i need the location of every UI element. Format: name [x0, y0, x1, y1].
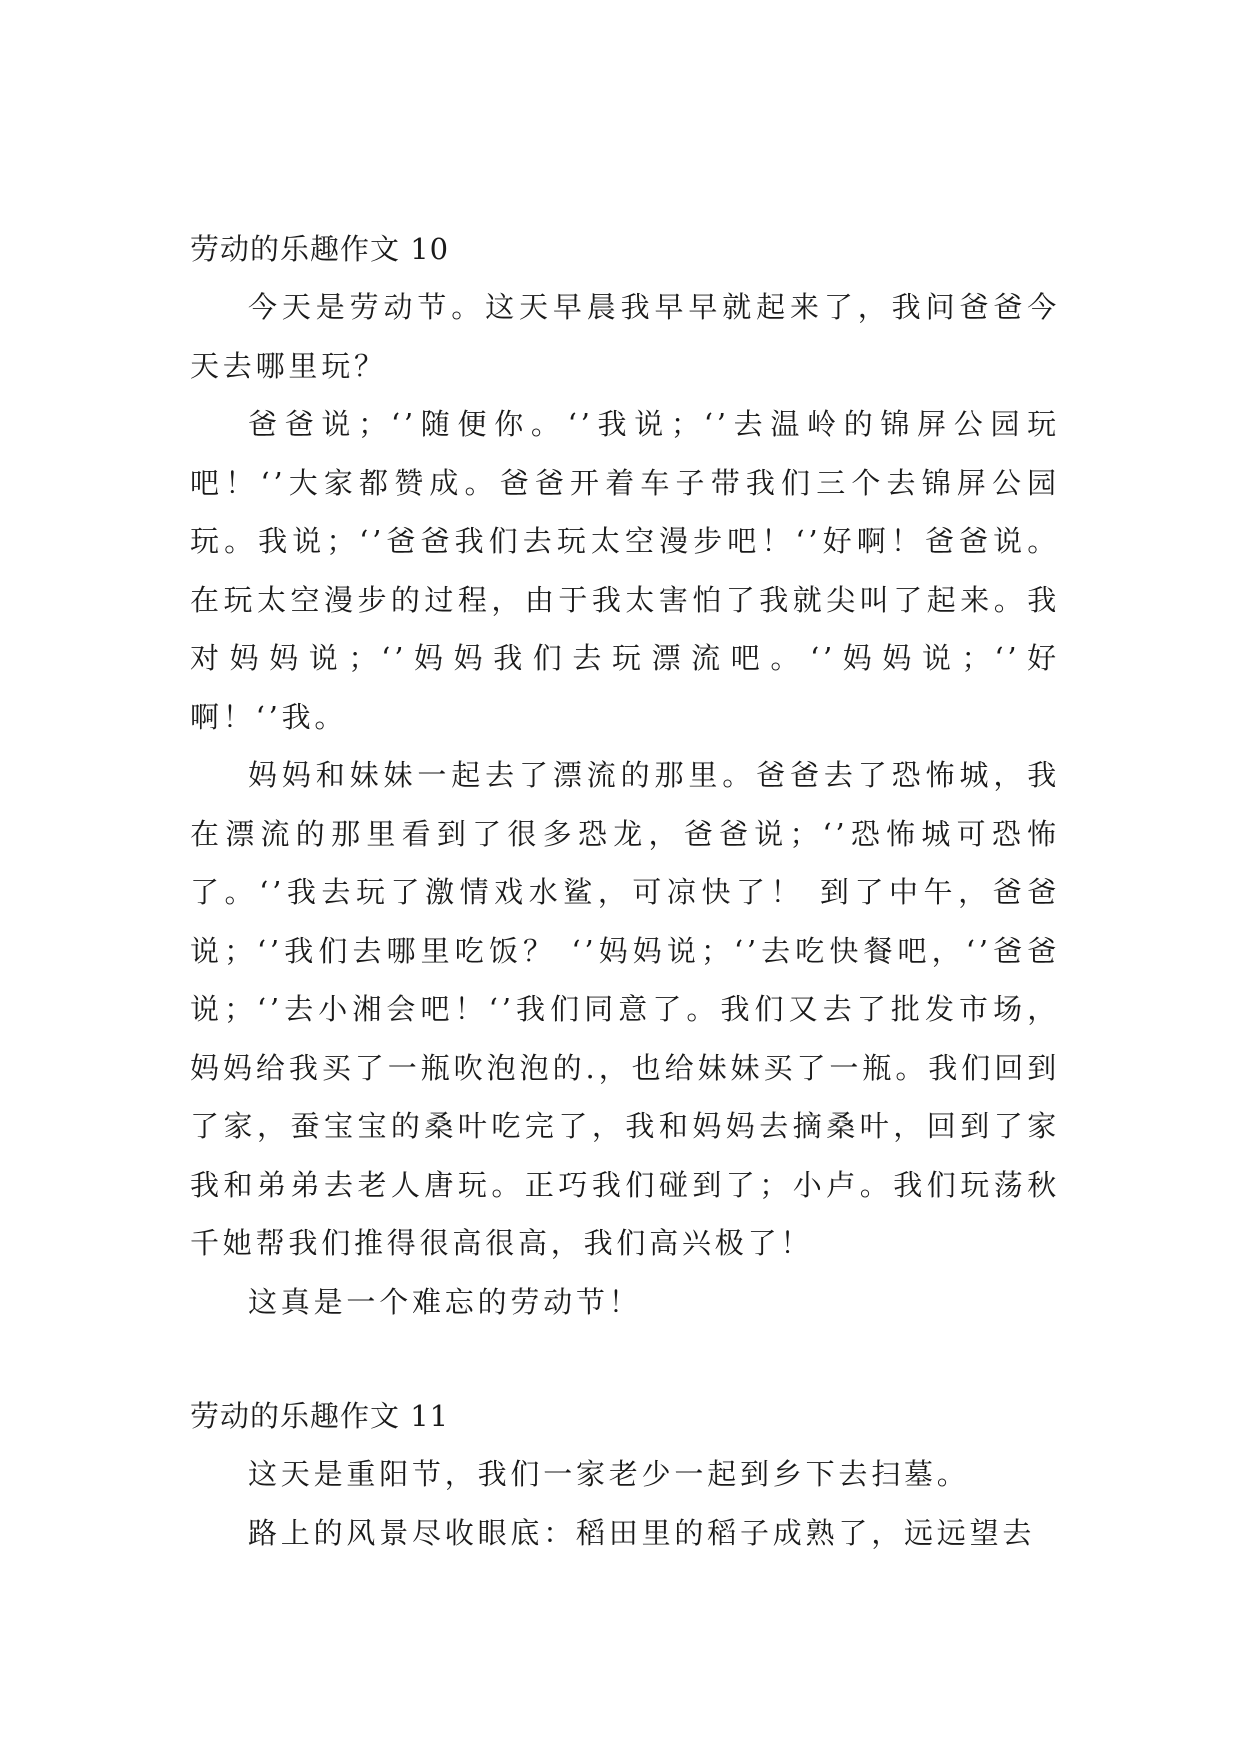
paragraph: 路上的风景尽收眼底：稻田里的稻子成熟了，远远望去 — [248, 1515, 1036, 1550]
section-title: 劳动的乐趣作文 11 — [190, 1399, 450, 1433]
paragraph: 这真是一个难忘的劳动节！ — [248, 1284, 642, 1319]
paragraph: 这天是重阳节，我们一家老少一起到乡下去扫墓。 — [248, 1457, 970, 1491]
section-gap — [190, 1331, 1060, 1387]
paragraph: 今天是劳动节。这天早晨我早早就起来了，我问爸爸今天去哪里玩？ — [190, 290, 1060, 383]
section-title: 劳动的乐趣作文 10 — [190, 232, 450, 266]
paragraph: 爸爸说；‘’随便你。‘’我说；‘’去温岭的锦屏公园玩吧！‘’大家都赞成。爸爸开着车子带我们三个去锦屏公园玩。我说；‘’爸爸我们去玩太空漫步吧！‘’好啊！爸爸说。在玩太空漫步的过程，由于我太害怕了我就尖叫了起来。我对妈妈说；‘’妈妈我们去玩漂流吧。‘’妈妈说；‘’好啊！‘’我。 — [190, 407, 1060, 734]
document-body — [190, 220, 1060, 1562]
paragraph: 妈妈和妹妹一起去了漂流的那里。爸爸去了恐怖城，我在漂流的那里看到了很多恐龙，爸爸说；‘’恐怖城可恐怖了。‘’我去玩了激情戏水鲨，可凉快了！ 到了中午，爸爸说；‘’我们去哪里吃饭？ ‘’妈妈说；‘’去吃快餐吧，‘’爸爸说；‘’去小湘会吧！‘’我们同意了。我们又去了批发市场，妈妈给我买了一瓶吹泡泡的.，也给妹妹买了一瓶。我们回到了家，蚕宝宝的桑叶吃完了，我和妈妈去摘桑叶，回到了家我和弟弟去老人唐玩。正巧我们碰到了；小卢。我们玩荡秋千她帮我们推得很高很高，我们高兴极了！ — [190, 758, 1060, 1260]
